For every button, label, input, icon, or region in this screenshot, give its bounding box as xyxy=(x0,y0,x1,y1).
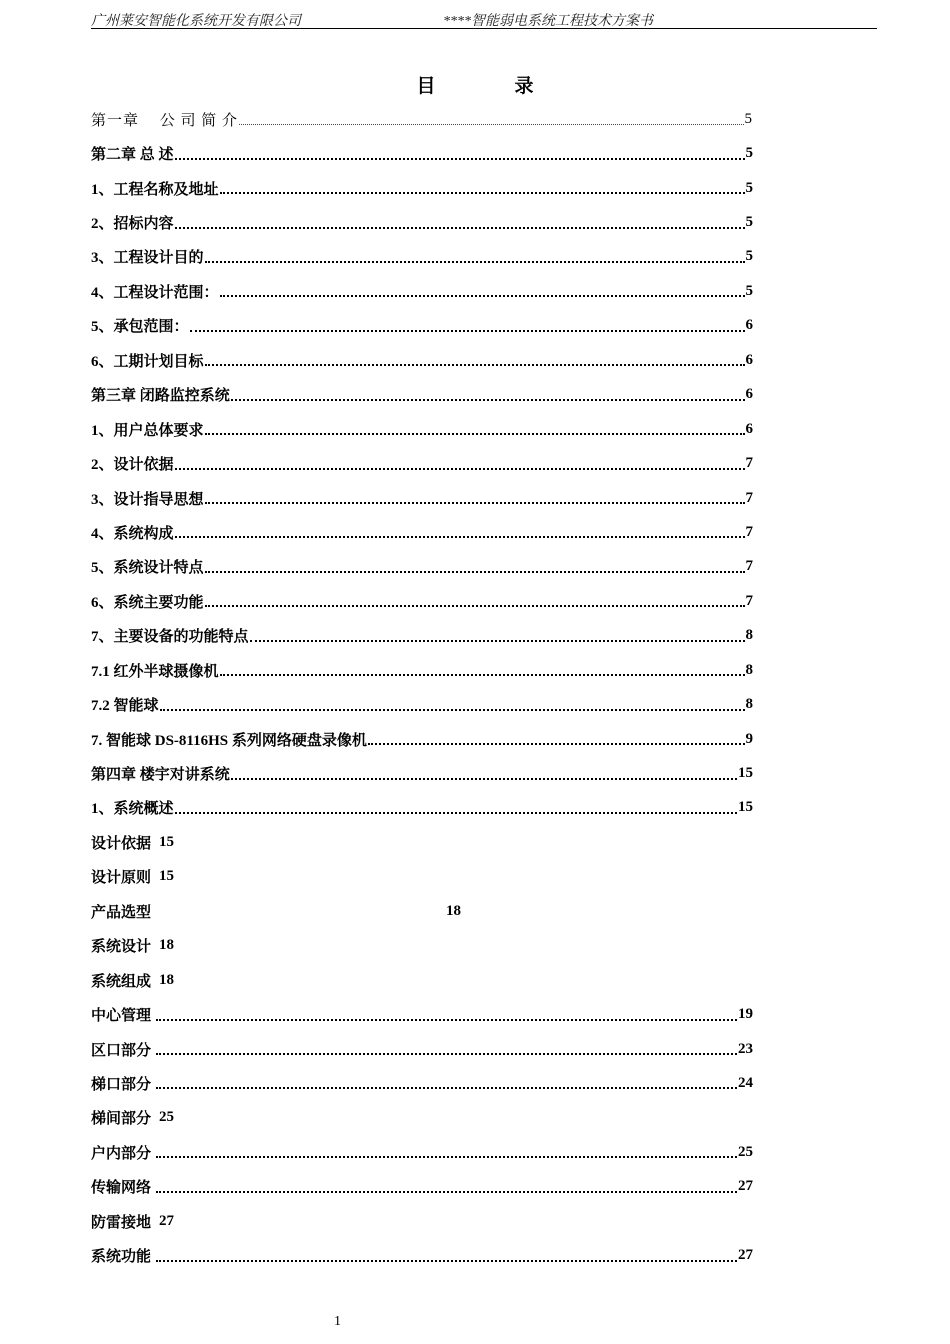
toc-entry-label: 户内部分 xyxy=(91,1145,152,1162)
toc-entry-page: 7 xyxy=(745,455,753,472)
dot-leader xyxy=(205,429,745,435)
toc-entry-label: 传输网络 xyxy=(91,1180,152,1197)
toc-entry[interactable] xyxy=(91,412,753,446)
toc-entry-label: 设计原则 xyxy=(91,870,152,887)
toc-entry[interactable] xyxy=(91,825,753,859)
dot-leader xyxy=(156,1083,737,1089)
toc-entry[interactable] xyxy=(91,481,753,515)
toc-title: 目 录 xyxy=(416,76,564,97)
toc-entry-page: 27 xyxy=(738,1178,753,1195)
toc-entry[interactable] xyxy=(91,653,753,687)
toc-entry-label: 7.1 红外半球摄像机 xyxy=(91,663,219,680)
toc-entry-label: 3、设计指导思想 xyxy=(91,491,204,508)
toc-entry[interactable] xyxy=(91,171,753,205)
toc-entry-label: 7、主要设备的功能特点 xyxy=(91,629,249,646)
toc-entry[interactable] xyxy=(91,205,753,239)
toc-entry-page: 15 xyxy=(738,765,753,782)
toc-entry-label: 4、工程设计范围： xyxy=(91,284,219,301)
toc-entry[interactable] xyxy=(91,687,753,721)
dot-leader xyxy=(231,395,745,401)
toc-entry-page: 18 xyxy=(159,971,175,988)
toc-entry-page: 23 xyxy=(738,1040,753,1057)
dot-leader xyxy=(250,636,745,642)
toc-entry-label: 6、系统主要功能 xyxy=(91,594,204,611)
toc-entry-page: 7 xyxy=(745,592,753,609)
toc-entry[interactable] xyxy=(91,446,753,480)
toc-entry-page: 7 xyxy=(745,558,753,575)
toc-entry[interactable] xyxy=(91,1066,753,1100)
header-company: 广州莱安智能化系统开发有限公司 xyxy=(91,14,301,29)
toc-entry-page: 6 xyxy=(745,386,753,403)
dot-leader xyxy=(175,154,745,160)
dot-leader xyxy=(205,601,745,607)
toc-entry[interactable] xyxy=(91,584,753,618)
toc-entry-page: 5 xyxy=(745,145,753,162)
toc-entry-label: 系统设计 xyxy=(91,939,152,956)
toc-entry-label: 1、工程名称及地址 xyxy=(91,181,219,198)
page-number: 1 xyxy=(334,1314,341,1329)
toc-entry-label: 梯口部分 xyxy=(91,1076,152,1093)
toc-entry-page: 8 xyxy=(745,696,753,713)
toc-entry-page: 5 xyxy=(745,282,753,299)
toc-entry-label: 5、承包范围： xyxy=(91,319,189,336)
toc-entry-chapter-3[interactable] xyxy=(91,378,753,412)
toc-entry-label: 第一章 公 司 简 介 xyxy=(91,112,239,129)
toc-entry-chapter-4[interactable] xyxy=(91,756,753,790)
dot-leader xyxy=(205,257,745,263)
dot-leader xyxy=(190,326,745,332)
toc-entry[interactable] xyxy=(91,860,753,894)
toc-entry-label: 防雷接地 xyxy=(91,1214,152,1231)
dot-leader xyxy=(156,1256,737,1262)
toc-entry-label: 2、设计依据 xyxy=(91,457,174,474)
toc-entry[interactable] xyxy=(91,619,753,653)
toc-entry-label: 6、工期计划目标 xyxy=(91,353,204,370)
dot-leader xyxy=(156,1049,737,1055)
toc-entry-label: 1、用户总体要求 xyxy=(91,422,204,439)
toc-entry-page: 19 xyxy=(738,1006,753,1023)
toc-entry-page: 5 xyxy=(744,110,753,127)
dot-leader xyxy=(231,774,737,780)
toc-entry[interactable] xyxy=(91,1204,753,1238)
toc-entry[interactable] xyxy=(91,240,753,274)
toc-entry-page: 5 xyxy=(745,214,753,231)
toc-entry-page: 18 xyxy=(159,937,175,954)
toc-entry-page: 25 xyxy=(738,1143,753,1160)
toc-entry-label: 5、系统设计特点 xyxy=(91,560,204,577)
toc-entry[interactable] xyxy=(91,1238,753,1272)
toc-entry-page: 25 xyxy=(159,1109,175,1126)
toc-entry-label: 设计依据 xyxy=(91,835,152,852)
toc-entry[interactable] xyxy=(91,997,753,1031)
toc-entry-page: 6 xyxy=(745,351,753,368)
toc-entry[interactable] xyxy=(91,1135,753,1169)
toc-entry-label: 第四章 楼宇对讲系统 xyxy=(91,767,230,784)
toc-entry[interactable] xyxy=(91,894,753,928)
toc-entry-page: 7 xyxy=(745,489,753,506)
dot-leader xyxy=(368,739,745,745)
toc-entry-page: 6 xyxy=(745,420,753,437)
toc-entry-page: 27 xyxy=(738,1247,753,1264)
dot-leader xyxy=(175,532,745,538)
toc-entry[interactable] xyxy=(91,963,753,997)
toc-entry-page: 18 xyxy=(446,902,461,919)
toc-entry-label: 第三章 闭路监控系统 xyxy=(91,388,230,405)
toc-entry-label: 梯间部分 xyxy=(91,1111,152,1128)
toc-entry[interactable] xyxy=(91,722,753,756)
header-document-title: ****智能弱电系统工程技术方案书 xyxy=(443,14,653,29)
toc-entry[interactable] xyxy=(91,1170,753,1204)
toc-entry-label: 1、系统概述 xyxy=(91,801,174,818)
toc-entry-label: 产品选型 xyxy=(91,904,152,921)
toc-entry-page: 5 xyxy=(745,248,753,265)
toc-entry-page: 9 xyxy=(745,730,753,747)
toc-entry-label: 系统功能 xyxy=(91,1249,152,1266)
dot-leader xyxy=(156,1152,737,1158)
dot-leader xyxy=(160,705,745,711)
toc-entry-page: 5 xyxy=(745,179,753,196)
toc-entry-label: 系统组成 xyxy=(91,973,152,990)
toc-entry[interactable] xyxy=(91,929,753,963)
toc-entry-chapter-1[interactable] xyxy=(91,102,753,136)
toc-entry-label: 2、招标内容 xyxy=(91,216,174,233)
dot-leader xyxy=(205,360,745,366)
toc-entry[interactable] xyxy=(91,791,753,825)
toc-entry[interactable] xyxy=(91,1032,753,1066)
dot-leader xyxy=(220,291,745,297)
toc-entry-page: 8 xyxy=(745,661,753,678)
toc-entry-page: 15 xyxy=(738,799,753,816)
dot-leader xyxy=(156,1015,737,1021)
toc-entry-page: 24 xyxy=(738,1074,753,1091)
dot-leader xyxy=(220,670,745,676)
toc-entry-page: 15 xyxy=(159,833,175,850)
toc-entry-label: 7.2 智能球 xyxy=(91,698,159,715)
toc-entry[interactable] xyxy=(91,1101,753,1135)
toc-entry[interactable] xyxy=(91,343,753,377)
toc-entry-label: 3、工程设计目的 xyxy=(91,250,204,267)
toc-entry[interactable] xyxy=(91,550,753,584)
table-of-contents xyxy=(91,102,753,1273)
dot-leader xyxy=(205,567,745,573)
toc-entry-page: 7 xyxy=(745,523,753,540)
dot-leader xyxy=(239,120,743,125)
dot-leader xyxy=(205,498,745,504)
toc-entry[interactable] xyxy=(91,274,753,308)
toc-entry-label: 7. 智能球 DS-8116HS 系列网络硬盘录像机 xyxy=(91,732,367,749)
dot-leader xyxy=(175,808,737,814)
toc-entry-page: 8 xyxy=(745,627,753,644)
dot-leader xyxy=(175,223,745,229)
toc-entry-label: 第二章 总 述 xyxy=(91,147,174,164)
toc-entry-label: 中心管理 xyxy=(91,1008,152,1025)
page-header xyxy=(91,8,877,29)
toc-entry-label: 区口部分 xyxy=(91,1042,152,1059)
toc-entry-page: 6 xyxy=(745,317,753,334)
toc-entry-label: 4、系统构成 xyxy=(91,525,174,542)
dot-leader xyxy=(156,1187,737,1193)
dot-leader xyxy=(175,464,745,470)
toc-entry-page: 15 xyxy=(159,868,175,885)
toc-entry-page: 27 xyxy=(159,1212,175,1229)
toc-entry[interactable] xyxy=(91,309,753,343)
dot-leader xyxy=(220,188,745,194)
toc-entry-chapter-2[interactable] xyxy=(91,136,753,170)
toc-entry[interactable] xyxy=(91,515,753,549)
